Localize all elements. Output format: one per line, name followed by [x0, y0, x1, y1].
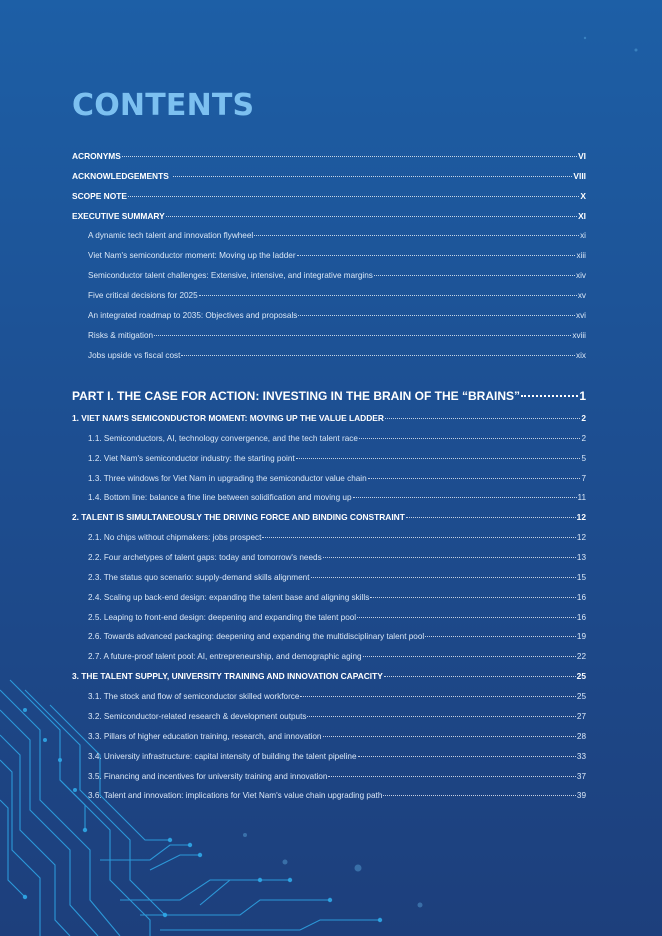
toc-subentry[interactable] — [88, 310, 586, 321]
dot-leader — [298, 315, 575, 316]
toc-subentry[interactable] — [88, 552, 586, 563]
toc-subentry[interactable] — [88, 751, 586, 762]
toc-entry-acronyms[interactable] — [72, 151, 586, 162]
toc-entry-label: 3.6. Talent and innovation: implications for Viet Nam's value chain upgrading path — [88, 791, 383, 800]
toc-entry-page: xviii — [572, 331, 586, 340]
dot-leader — [311, 577, 576, 578]
toc-entry-label: 2. TALENT IS SIMULTANEOUSLY THE DRIVING FORCE AND BINDING CONSTRAINT — [72, 512, 405, 522]
toc-entry-label: Risks & mitigation — [88, 331, 154, 340]
toc-entry-label: Five critical decisions for 2025 — [88, 291, 198, 300]
dot-leader — [357, 617, 576, 618]
toc-entry-label: 2.4. Scaling up back-end design: expanding the talent base and aligning skills — [88, 593, 370, 602]
toc-entry-label: 3. THE TALENT SUPPLY, UNIVERSITY TRAINING AND INNOVATION CAPACITY — [72, 671, 383, 681]
dot-leader — [323, 736, 576, 737]
dot-leader — [359, 438, 581, 439]
dot-leader — [300, 696, 575, 697]
dot-leader — [154, 335, 571, 336]
dot-leader — [199, 295, 577, 296]
dot-leader — [166, 216, 577, 217]
dot-leader — [323, 557, 576, 558]
toc-entry-label: ACRONYMS — [72, 151, 121, 161]
toc-entry-page: 22 — [576, 652, 586, 661]
dot-leader — [296, 458, 581, 459]
toc-subentry[interactable] — [88, 790, 586, 801]
dot-leader — [358, 756, 576, 757]
dot-leader — [307, 716, 575, 717]
dot-leader — [383, 795, 576, 796]
toc-subentry[interactable] — [88, 250, 586, 261]
toc-entry-label: 2.3. The status quo scenario: supply-demand skills alignment — [88, 573, 310, 582]
dot-leader — [406, 517, 576, 518]
dot-leader — [425, 636, 576, 637]
toc-entry-label: 3.4. University infrastructure: capital intensity of building the talent pipeline — [88, 752, 357, 761]
toc-subentry[interactable] — [88, 691, 586, 702]
toc-entry-label: PART I. THE CASE FOR ACTION: INVESTING IN THE BRAIN OF THE “BRAINS” — [72, 389, 521, 403]
toc-entry-label: An integrated roadmap to 2035: Objectives and proposals — [88, 311, 298, 320]
toc-subentry[interactable] — [88, 473, 586, 484]
toc-entry-label: 1.3. Three windows for Viet Nam in upgrading the semiconductor value chain — [88, 474, 367, 483]
toc-entry-page: XI — [578, 211, 586, 221]
toc-entry-label: 3.3. Pillars of higher education training, research, and innovation — [88, 732, 322, 741]
toc-entry-label: 2.6. Towards advanced packaging: deepening and expanding the multidisciplinary talent pool — [88, 632, 425, 641]
toc-subentry[interactable] — [88, 711, 586, 722]
toc-entry-page: 28 — [576, 732, 586, 741]
dot-leader — [374, 275, 575, 276]
toc-entry-page: X — [580, 191, 586, 201]
toc-entry-page: 15 — [576, 573, 586, 582]
toc-entry-label: Viet Nam's semiconductor moment: Moving up the ladder — [88, 251, 296, 260]
toc-entry-page: 5 — [581, 454, 586, 463]
toc-entry-label: 2.1. No chips without chipmakers: jobs prospect — [88, 533, 262, 542]
toc-entry-page: xiv — [575, 271, 586, 280]
dot-leader — [328, 776, 575, 777]
toc-subentry[interactable] — [88, 592, 586, 603]
toc-subentry[interactable] — [88, 631, 586, 642]
toc-entry-page: 12 — [576, 512, 586, 522]
toc-entry-page: 2 — [581, 434, 586, 443]
toc-entry-label: 1.1. Semiconductors, AI, technology convergence, and the tech talent race — [88, 434, 358, 443]
toc-subentry[interactable] — [88, 330, 586, 341]
toc-entry-page: VIII — [573, 171, 586, 181]
toc-entry-label: Jobs upside vs fiscal cost — [88, 351, 181, 360]
toc-chapter-3[interactable] — [72, 671, 586, 682]
toc-entry-label: EXECUTIVE SUMMARY — [72, 211, 165, 221]
toc-entry-scope-note[interactable] — [72, 191, 586, 202]
dot-leader — [173, 176, 573, 177]
toc-entry-page: xv — [577, 291, 586, 300]
toc-entry-label: SCOPE NOTE — [72, 191, 127, 201]
toc-entry-page: 16 — [576, 613, 586, 622]
toc-entry-label: 3.2. Semiconductor-related research & development outputs — [88, 712, 307, 721]
toc-subentry[interactable] — [88, 612, 586, 623]
dot-leader — [370, 597, 576, 598]
toc-entry-label: 1.2. Viet Nam's semiconductor industry: the starting point — [88, 454, 295, 463]
toc-entry-page: 7 — [581, 474, 586, 483]
toc-subentry[interactable] — [88, 290, 586, 301]
toc-entry-page: 16 — [576, 593, 586, 602]
toc-subentry[interactable] — [88, 350, 586, 361]
toc-entry-label: A dynamic tech talent and innovation flywheel — [88, 231, 254, 240]
toc-subentry[interactable] — [88, 532, 586, 543]
toc-entry-label: 1. VIET NAM'S SEMICONDUCTOR MOMENT: MOVING UP THE VALUE LADDER — [72, 413, 384, 423]
toc-entry-label: ACKNOWLEDGEMENTS — [72, 171, 169, 181]
toc-subentry[interactable] — [88, 492, 586, 503]
toc-entry-label: 2.7. A future-proof talent pool: AI, entrepreneurship, and demographic aging — [88, 652, 362, 661]
toc-entry-page: 25 — [576, 692, 586, 701]
toc-entry-page: 11 — [577, 493, 586, 502]
dot-leader — [385, 418, 580, 419]
toc-entry-label: 1.4. Bottom line: balance a fine line between solidification and moving up — [88, 493, 352, 502]
toc-entry-label: 2.2. Four archetypes of talent gaps: today and tomorrow's needs — [88, 553, 322, 562]
toc-entry-page: 19 — [576, 632, 586, 641]
toc-chapter-1[interactable] — [72, 413, 586, 424]
toc-subentry[interactable] — [88, 651, 586, 662]
toc-chapter-2[interactable] — [72, 512, 586, 523]
toc-entry-executive-summary[interactable] — [72, 211, 586, 222]
toc-subentry[interactable] — [88, 230, 586, 241]
toc-subentry[interactable] — [88, 731, 586, 742]
toc-entry-label: 3.5. Financing and incentives for university training and innovation — [88, 772, 328, 781]
toc-subentry[interactable] — [88, 433, 586, 444]
toc-subentry[interactable] — [88, 453, 586, 464]
dot-leader — [254, 235, 579, 236]
toc-entry-page: xiii — [576, 251, 586, 260]
dot-leader — [353, 497, 577, 498]
dot-leader — [181, 355, 575, 356]
dot-leader — [262, 537, 576, 538]
toc-subentry[interactable] — [88, 270, 586, 281]
toc-entry-acknowledgements[interactable] — [72, 171, 586, 182]
toc-entry-page: 1 — [579, 389, 586, 403]
dot-leader — [122, 156, 577, 157]
toc-entry-page: xix — [575, 351, 586, 360]
dot-leader — [368, 478, 581, 479]
dot-leader — [128, 196, 579, 197]
page-title: CONTENTS — [72, 88, 255, 123]
toc-entry-page: 12 — [576, 533, 586, 542]
dot-leader — [297, 255, 576, 256]
toc-entry-page: 13 — [576, 553, 586, 562]
toc-entry-label: Semiconductor talent challenges: Extensive, intensive, and integrative margins — [88, 271, 373, 280]
toc-part-1[interactable] — [72, 389, 586, 403]
toc-entry-label: 2.5. Leaping to front-end design: deepening and expanding the talent pool — [88, 613, 357, 622]
toc-entry-label: 3.1. The stock and flow of semiconductor skilled workforce — [88, 692, 300, 701]
toc-subentry[interactable] — [88, 771, 586, 782]
toc-entry-page: 2 — [581, 413, 586, 423]
toc-entry-page: 33 — [576, 752, 586, 761]
toc-entry-page: 25 — [576, 671, 586, 681]
toc-entry-page: xvi — [575, 311, 586, 320]
toc-entry-page: 37 — [576, 772, 586, 781]
dot-leader — [363, 656, 576, 657]
toc-entry-page: 27 — [576, 712, 586, 721]
toc-entry-page: 39 — [576, 791, 586, 800]
dot-leader — [521, 395, 578, 397]
dot-leader — [384, 676, 576, 677]
toc-entry-page: VI — [578, 151, 586, 161]
toc-subentry[interactable] — [88, 572, 586, 583]
toc-entry-page: xi — [580, 231, 586, 240]
